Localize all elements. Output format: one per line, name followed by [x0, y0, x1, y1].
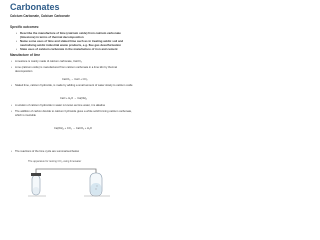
- objective-item: • Describe the manufacture of lime (calcium oxide) from calcium carbonate (limestone) in terms of thermal decomposition: [20, 31, 135, 39]
- objectives-list: [20, 31, 135, 51]
- bullet-list-2: [15, 84, 133, 90]
- objective-item: • State uses of calcium carbonate in the manufacture of iron and cement: [20, 47, 135, 51]
- page-title: Carbonates: [10, 2, 60, 12]
- gas-bubble: [96, 185, 97, 186]
- equation-2: CaO + H₂O → Ca(OH)₂: [60, 97, 88, 100]
- bullet-list-1: [15, 60, 133, 75]
- section-heading: Manufacture of lime: [10, 53, 41, 57]
- bullet-item: • Slaked lime, calcium hydroxide, is made by adding a small amount of water slowly to calcium oxide: [15, 84, 133, 88]
- objective-item: • Name some uses of lime and slaked lime such as in treating acidic soil and neutralising acidic industrial waste products, e.g. flue gas desulfurisation: [20, 39, 135, 47]
- gas-bubble: [95, 188, 97, 190]
- bullet-item: • A solution of calcium hydroxide in water is known as lime water, it is alkaline: [15, 104, 133, 108]
- bullet-item: • The reactions of the lime cycle are summarised below: [15, 150, 133, 154]
- equation-3: Ca(OH)₂ + CO₂ → CaCO₃ + H₂O: [54, 127, 92, 130]
- delivery-tube: [36, 169, 96, 191]
- page-subtitle: Calcium Carbonate, Calcium Carbonate: [10, 14, 70, 18]
- reactant-liquid: [33, 187, 40, 194]
- limewater-apparatus-figure: [26, 167, 122, 197]
- equation-1: CaCO₃ → CaO + CO₂: [62, 78, 88, 81]
- bullet-item: • Lime (calcium oxide) is manufactured from calcium carbonate in a lime kiln by thermal decomposition: [15, 66, 133, 74]
- figure-caption: The apparatus for testing CO₂ using limewater: [28, 160, 82, 163]
- objectives-heading: Specific outcomes:: [10, 25, 40, 29]
- bullet-list-4: [15, 150, 133, 156]
- stopper: [31, 173, 41, 176]
- page-title-row: [10, 2, 60, 12]
- bullet-list-3: [15, 104, 133, 119]
- bullet-item: • The addition of carbon dioxide to calcium hydroxide gives a white solid forming calcium carbonate, which is insoluble: [15, 110, 133, 118]
- bullet-item: • Limestone is mainly made of calcium carbonate, CaCO₃: [15, 60, 133, 64]
